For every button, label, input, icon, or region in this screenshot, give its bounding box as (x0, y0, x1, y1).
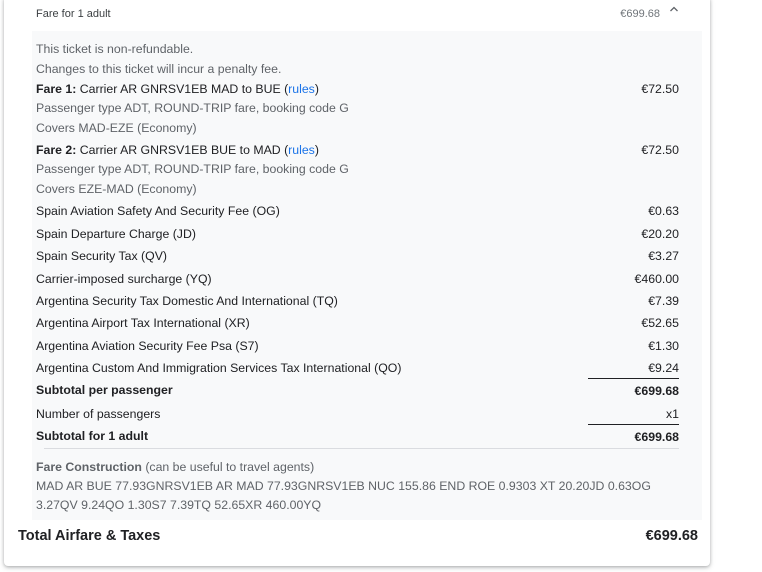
fare-construction-label: Fare Construction (36, 460, 142, 474)
fare-1-covers: Covers MAD-EZE (Economy) (36, 121, 197, 135)
subtotal-per-passenger-label: Subtotal per passenger (36, 383, 173, 397)
tax-name: Argentina Security Tax Domestic And International (TQ) (36, 294, 338, 308)
section-divider (44, 448, 679, 449)
tax-amount: €0.63 (648, 204, 679, 218)
fare-2-amount: €72.50 (641, 143, 679, 157)
total-airfare-amount: €699.68 (645, 528, 698, 544)
tax-amount: €1.30 (648, 339, 679, 353)
fare-1-rules-link[interactable]: rules (288, 82, 315, 96)
fare-2-covers: Covers EZE-MAD (Economy) (36, 182, 197, 196)
tax-amount: €460.00 (634, 272, 679, 286)
tax-name: Argentina Airport Tax International (XR) (36, 316, 250, 330)
tax-amount: €3.27 (648, 249, 679, 263)
fare-2-desc: Carrier AR GNRSV1EB BUE to MAD ( (79, 143, 289, 157)
fare-2-rules-link[interactable]: rules (288, 143, 315, 157)
subtotal-per-passenger-amount: €699.68 (634, 384, 679, 398)
tax-name: Spain Security Tax (QV) (36, 249, 167, 263)
tax-name: Spain Aviation Safety And Security Fee (OG) (36, 204, 280, 218)
tax-amount: €9.24 (648, 361, 679, 375)
fare-1-line (36, 81, 319, 97)
tax-name: Carrier-imposed surcharge (YQ) (36, 272, 212, 286)
fare-construction-line-1: MAD AR BUE 77.93GNRSV1EB AR MAD 77.93GNRSV1EB NUC 155.86 END ROE 0.9303 XT 20.20JD 0.63OG (36, 479, 651, 493)
fare-construction-hint: (can be useful to travel agents) (141, 460, 315, 474)
fare-1-close: ) (314, 82, 319, 96)
tax-name: Argentina Custom And Immigration Services Tax International (QO) (36, 361, 402, 375)
passenger-count-label: Number of passengers (36, 407, 161, 421)
subtotal-adult-amount: €699.68 (634, 430, 679, 444)
fare-construction-line-2: 3.27QV 9.24QO 1.30S7 7.39TQ 52.65XR 460.00YQ (36, 498, 322, 512)
fare-1-passenger-type: Passenger type ADT, ROUND-TRIP fare, booking code G (36, 101, 349, 115)
fare-summary-title: Fare for 1 adult (36, 8, 111, 20)
tax-name: Spain Departure Charge (JD) (36, 227, 196, 241)
fare-2-line (36, 142, 319, 158)
total-airfare-label: Total Airfare & Taxes (18, 528, 161, 544)
non-refundable-note: This ticket is non-refundable. (36, 42, 194, 56)
fare-1-desc: Carrier AR GNRSV1EB MAD to BUE ( (79, 82, 289, 96)
fare-2-label: Fare 2: (36, 143, 77, 157)
fare-2-passenger-type: Passenger type ADT, ROUND-TRIP fare, booking code G (36, 162, 349, 176)
fare-construction-heading (36, 459, 314, 475)
fare-1-label: Fare 1: (36, 82, 77, 96)
tax-amount: €52.65 (641, 316, 679, 330)
fare-2-close: ) (314, 143, 319, 157)
subtotal-rule (588, 378, 679, 379)
fare-1-amount: €72.50 (641, 82, 679, 96)
fare-summary-header[interactable] (4, 0, 710, 30)
subtotal-adult-label: Subtotal for 1 adult (36, 429, 149, 443)
tax-amount: €20.20 (641, 227, 679, 241)
passenger-count-value: x1 (666, 407, 679, 421)
tax-name: Argentina Aviation Security Fee Psa (S7) (36, 339, 259, 353)
penalty-fee-note: Changes to this ticket will incur a penalty fee. (36, 62, 282, 76)
fare-summary-amount: €699.68 (620, 8, 660, 20)
subtotal-adult-rule (588, 424, 679, 425)
chevron-up-icon[interactable] (668, 3, 682, 17)
tax-amount: €7.39 (648, 294, 679, 308)
